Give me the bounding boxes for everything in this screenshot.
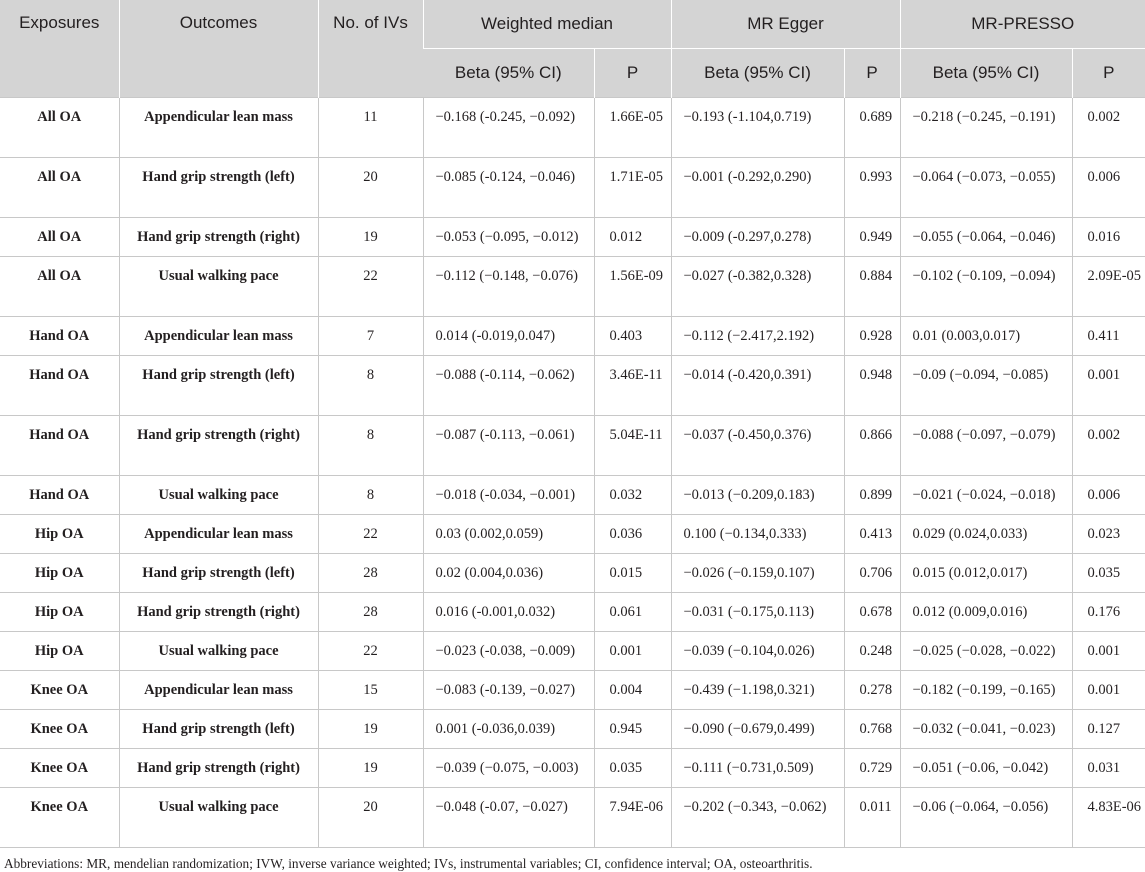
cell-wm-beta: 0.014 (-0.019,0.047): [423, 317, 594, 356]
cell-wm-beta: −0.087 (-0.113, −0.061): [423, 416, 594, 476]
cell-exposure: Knee OA: [0, 671, 119, 710]
cell-presso-p: 0.002: [1072, 98, 1145, 158]
cell-num-ivs: 22: [318, 515, 423, 554]
cell-outcome: Usual walking pace: [119, 788, 318, 848]
cell-presso-beta: 0.01 (0.003,0.017): [900, 317, 1072, 356]
cell-exposure: Hip OA: [0, 515, 119, 554]
cell-egger-p: 0.949: [844, 218, 900, 257]
cell-presso-beta: −0.182 (−0.199, −0.165): [900, 671, 1072, 710]
cell-wm-beta: −0.088 (-0.114, −0.062): [423, 356, 594, 416]
cell-wm-p: 0.015: [594, 554, 671, 593]
cell-outcome: Appendicular lean mass: [119, 671, 318, 710]
cell-exposure: All OA: [0, 257, 119, 317]
cell-exposure: Knee OA: [0, 710, 119, 749]
cell-wm-p: 5.04E-11: [594, 416, 671, 476]
cell-egger-p: 0.278: [844, 671, 900, 710]
header-mr-presso: MR-PRESSO: [900, 0, 1145, 49]
cell-presso-p: 0.411: [1072, 317, 1145, 356]
cell-presso-beta: −0.218 (−0.245, −0.191): [900, 98, 1072, 158]
cell-exposure: Hip OA: [0, 632, 119, 671]
cell-exposure: Hip OA: [0, 593, 119, 632]
header-wm-beta: Beta (95% CI): [423, 49, 594, 98]
cell-egger-beta: −0.112 (−2.417,2.192): [671, 317, 844, 356]
cell-num-ivs: 8: [318, 476, 423, 515]
cell-egger-p: 0.928: [844, 317, 900, 356]
cell-presso-p: 0.031: [1072, 749, 1145, 788]
cell-egger-p: 0.884: [844, 257, 900, 317]
cell-exposure: Hand OA: [0, 476, 119, 515]
cell-presso-p: 0.001: [1072, 356, 1145, 416]
cell-egger-beta: −0.001 (-0.292,0.290): [671, 158, 844, 218]
cell-wm-beta: −0.085 (-0.124, −0.046): [423, 158, 594, 218]
cell-wm-p: 0.001: [594, 632, 671, 671]
cell-presso-beta: −0.09 (−0.094, −0.085): [900, 356, 1072, 416]
cell-egger-beta: −0.031 (−0.175,0.113): [671, 593, 844, 632]
cell-wm-p: 0.403: [594, 317, 671, 356]
cell-outcome: Usual walking pace: [119, 632, 318, 671]
cell-num-ivs: 8: [318, 416, 423, 476]
cell-egger-p: 0.413: [844, 515, 900, 554]
cell-egger-p: 0.899: [844, 476, 900, 515]
header-presso-beta: Beta (95% CI): [900, 49, 1072, 98]
cell-wm-p: 7.94E-06: [594, 788, 671, 848]
cell-egger-p: 0.729: [844, 749, 900, 788]
cell-exposure: Hand OA: [0, 416, 119, 476]
cell-presso-p: 0.176: [1072, 593, 1145, 632]
table-row: [0, 593, 1145, 632]
cell-egger-beta: −0.039 (−0.104,0.026): [671, 632, 844, 671]
cell-wm-p: 0.004: [594, 671, 671, 710]
cell-num-ivs: 19: [318, 749, 423, 788]
cell-wm-beta: −0.023 (-0.038, −0.009): [423, 632, 594, 671]
cell-egger-beta: −0.090 (−0.679,0.499): [671, 710, 844, 749]
cell-outcome: Usual walking pace: [119, 476, 318, 515]
cell-egger-beta: −0.193 (-1.104,0.719): [671, 98, 844, 158]
table-row: [0, 356, 1145, 416]
cell-egger-beta: −0.013 (−0.209,0.183): [671, 476, 844, 515]
cell-presso-p: 0.002: [1072, 416, 1145, 476]
cell-presso-p: 0.016: [1072, 218, 1145, 257]
cell-exposure: All OA: [0, 98, 119, 158]
cell-exposure: Knee OA: [0, 788, 119, 848]
cell-presso-beta: 0.012 (0.009,0.016): [900, 593, 1072, 632]
cell-presso-p: 0.006: [1072, 476, 1145, 515]
cell-presso-p: 0.035: [1072, 554, 1145, 593]
cell-presso-beta: −0.088 (−0.097, −0.079): [900, 416, 1072, 476]
cell-exposure: Knee OA: [0, 749, 119, 788]
cell-exposure: Hand OA: [0, 317, 119, 356]
footnote: Abbreviations: MR, mendelian randomization; IVW, inverse variance weighted; IVs, instrumental variables; CI, confidence interval; OA, osteoarthritis.: [4, 856, 813, 871]
cell-outcome: Hand grip strength (right): [119, 218, 318, 257]
cell-num-ivs: 7: [318, 317, 423, 356]
table-row: [0, 158, 1145, 218]
cell-egger-p: 0.768: [844, 710, 900, 749]
cell-egger-p: 0.706: [844, 554, 900, 593]
cell-outcome: Hand grip strength (right): [119, 593, 318, 632]
cell-presso-beta: −0.021 (−0.024, −0.018): [900, 476, 1072, 515]
cell-presso-p: 4.83E-06: [1072, 788, 1145, 848]
cell-num-ivs: 20: [318, 158, 423, 218]
cell-exposure: Hip OA: [0, 554, 119, 593]
table-row: [0, 515, 1145, 554]
cell-egger-beta: −0.027 (-0.382,0.328): [671, 257, 844, 317]
table-row: [0, 671, 1145, 710]
cell-wm-p: 1.56E-09: [594, 257, 671, 317]
table-row: [0, 317, 1145, 356]
cell-wm-p: 0.061: [594, 593, 671, 632]
table-row: [0, 710, 1145, 749]
cell-outcome: Hand grip strength (right): [119, 416, 318, 476]
table-row: [0, 218, 1145, 257]
cell-presso-beta: −0.06 (−0.064, −0.056): [900, 788, 1072, 848]
cell-exposure: All OA: [0, 218, 119, 257]
cell-presso-p: 2.09E-05: [1072, 257, 1145, 317]
cell-wm-p: 0.036: [594, 515, 671, 554]
cell-outcome: Usual walking pace: [119, 257, 318, 317]
cell-presso-beta: −0.051 (−0.06, −0.042): [900, 749, 1072, 788]
cell-presso-beta: −0.025 (−0.028, −0.022): [900, 632, 1072, 671]
cell-presso-beta: −0.055 (−0.064, −0.046): [900, 218, 1072, 257]
table-row: [0, 632, 1145, 671]
header-mr-egger: MR Egger: [671, 0, 900, 49]
table-row: [0, 788, 1145, 848]
table-row: [0, 554, 1145, 593]
cell-wm-p: 0.945: [594, 710, 671, 749]
cell-outcome: Hand grip strength (left): [119, 356, 318, 416]
cell-outcome: Hand grip strength (left): [119, 710, 318, 749]
cell-presso-p: 0.127: [1072, 710, 1145, 749]
cell-presso-beta: −0.064 (−0.073, −0.055): [900, 158, 1072, 218]
cell-wm-p: 1.66E-05: [594, 98, 671, 158]
cell-wm-beta: −0.168 (-0.245, −0.092): [423, 98, 594, 158]
cell-outcome: Appendicular lean mass: [119, 515, 318, 554]
cell-egger-beta: −0.009 (-0.297,0.278): [671, 218, 844, 257]
cell-wm-beta: 0.02 (0.004,0.036): [423, 554, 594, 593]
cell-num-ivs: 15: [318, 671, 423, 710]
cell-wm-beta: −0.053 (−0.095, −0.012): [423, 218, 594, 257]
cell-egger-p: 0.993: [844, 158, 900, 218]
cell-egger-p: 0.689: [844, 98, 900, 158]
cell-wm-beta: 0.016 (-0.001,0.032): [423, 593, 594, 632]
cell-outcome: Appendicular lean mass: [119, 98, 318, 158]
table-row: [0, 98, 1145, 158]
cell-presso-beta: 0.029 (0.024,0.033): [900, 515, 1072, 554]
cell-num-ivs: 19: [318, 710, 423, 749]
header-presso-p: P: [1072, 49, 1145, 98]
header-exposures: Exposures: [0, 0, 119, 98]
cell-wm-beta: 0.001 (-0.036,0.039): [423, 710, 594, 749]
cell-num-ivs: 19: [318, 218, 423, 257]
cell-num-ivs: 28: [318, 593, 423, 632]
cell-wm-p: 0.032: [594, 476, 671, 515]
header-num-ivs: No. of IVs: [318, 0, 423, 98]
header-egger-p: P: [844, 49, 900, 98]
cell-num-ivs: 11: [318, 98, 423, 158]
cell-egger-beta: −0.439 (−1.198,0.321): [671, 671, 844, 710]
cell-wm-beta: −0.018 (-0.034, −0.001): [423, 476, 594, 515]
header-wm-p: P: [594, 49, 671, 98]
table-row: [0, 416, 1145, 476]
cell-outcome: Hand grip strength (right): [119, 749, 318, 788]
header-outcomes: Outcomes: [119, 0, 318, 98]
cell-egger-p: 0.866: [844, 416, 900, 476]
cell-wm-p: 3.46E-11: [594, 356, 671, 416]
cell-outcome: Appendicular lean mass: [119, 317, 318, 356]
cell-outcome: Hand grip strength (left): [119, 554, 318, 593]
cell-egger-p: 0.678: [844, 593, 900, 632]
cell-wm-p: 0.035: [594, 749, 671, 788]
cell-presso-beta: 0.015 (0.012,0.017): [900, 554, 1072, 593]
cell-presso-p: 0.001: [1072, 632, 1145, 671]
table-row: [0, 476, 1145, 515]
cell-wm-beta: −0.083 (-0.139, −0.027): [423, 671, 594, 710]
cell-presso-p: 0.023: [1072, 515, 1145, 554]
cell-presso-beta: −0.032 (−0.041, −0.023): [900, 710, 1072, 749]
cell-wm-p: 1.71E-05: [594, 158, 671, 218]
cell-num-ivs: 22: [318, 632, 423, 671]
cell-egger-beta: −0.037 (-0.450,0.376): [671, 416, 844, 476]
cell-egger-p: 0.248: [844, 632, 900, 671]
cell-egger-beta: 0.100 (−0.134,0.333): [671, 515, 844, 554]
cell-wm-beta: −0.112 (−0.148, −0.076): [423, 257, 594, 317]
cell-presso-p: 0.006: [1072, 158, 1145, 218]
cell-egger-p: 0.948: [844, 356, 900, 416]
header-weighted-median: Weighted median: [423, 0, 671, 49]
cell-num-ivs: 20: [318, 788, 423, 848]
cell-egger-p: 0.011: [844, 788, 900, 848]
cell-egger-beta: −0.026 (−0.159,0.107): [671, 554, 844, 593]
cell-wm-beta: −0.039 (−0.075, −0.003): [423, 749, 594, 788]
cell-egger-beta: −0.111 (−0.731,0.509): [671, 749, 844, 788]
cell-wm-beta: 0.03 (0.002,0.059): [423, 515, 594, 554]
cell-presso-beta: −0.102 (−0.109, −0.094): [900, 257, 1072, 317]
cell-num-ivs: 28: [318, 554, 423, 593]
cell-wm-beta: −0.048 (-0.07, −0.027): [423, 788, 594, 848]
table-row: [0, 257, 1145, 317]
header-egger-beta: Beta (95% CI): [671, 49, 844, 98]
table-row: [0, 749, 1145, 788]
cell-wm-p: 0.012: [594, 218, 671, 257]
cell-num-ivs: 8: [318, 356, 423, 416]
cell-outcome: Hand grip strength (left): [119, 158, 318, 218]
cell-exposure: All OA: [0, 158, 119, 218]
cell-presso-p: 0.001: [1072, 671, 1145, 710]
cell-egger-beta: −0.014 (-0.420,0.391): [671, 356, 844, 416]
cell-egger-beta: −0.202 (−0.343, −0.062): [671, 788, 844, 848]
cell-exposure: Hand OA: [0, 356, 119, 416]
cell-num-ivs: 22: [318, 257, 423, 317]
